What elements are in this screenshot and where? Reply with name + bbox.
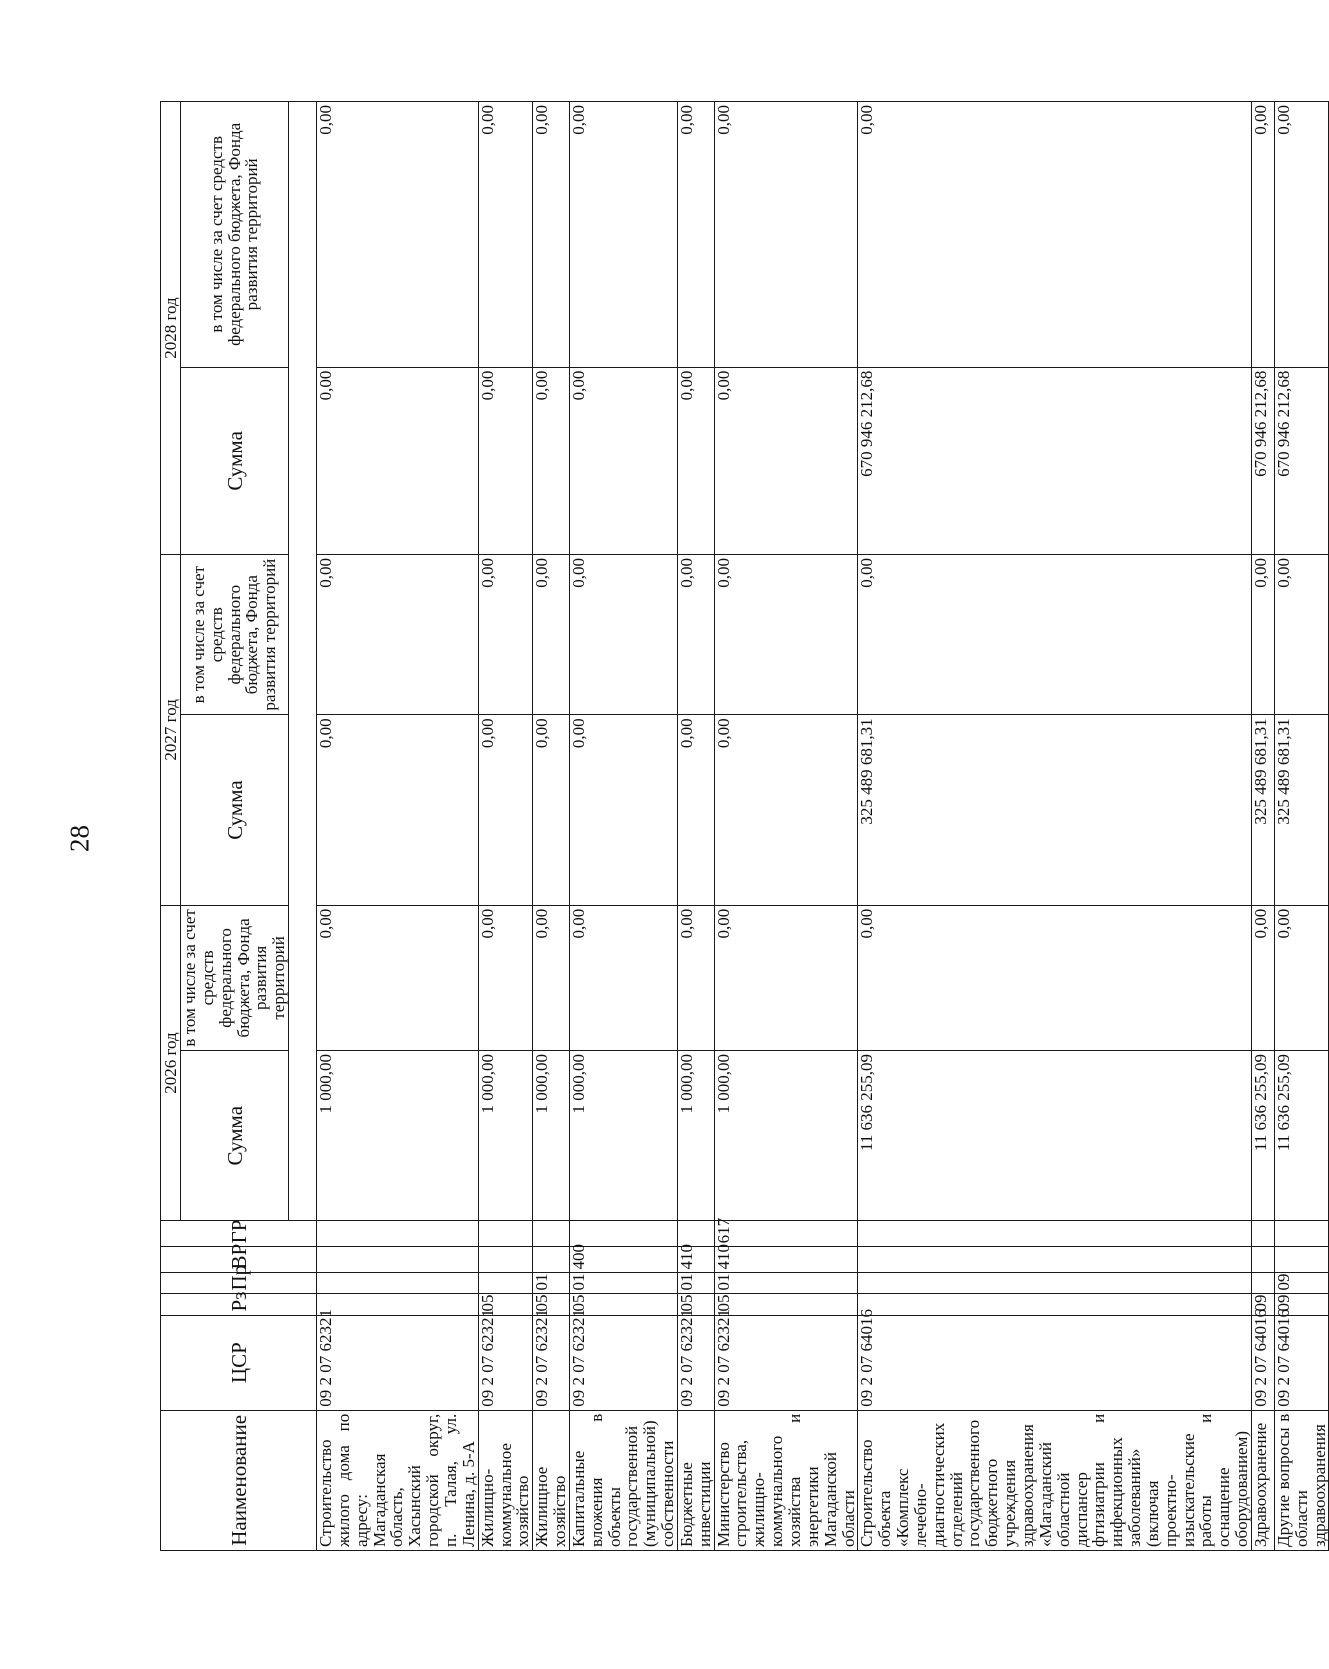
row-rz: 05 — [714, 1294, 858, 1315]
header-year-2027: 2027 год — [161, 555, 181, 906]
row-sum-2028: 0,00 — [677, 367, 714, 554]
header-federal-2028: в том числе за счет средств федерального бюджета, Фонда развития территорий — [181, 102, 289, 368]
row-federal-2028: 0,00 — [317, 102, 479, 368]
row-federal-2027: 0,00 — [1274, 555, 1329, 715]
row-name: Здравоохранение — [1251, 1410, 1274, 1550]
row-sum-2028: 0,00 — [478, 367, 533, 554]
row-federal-2027: 0,00 — [677, 555, 714, 715]
row-pr — [317, 1273, 479, 1294]
table-row — [478, 102, 533, 1551]
row-sum-2027: 0,00 — [317, 715, 479, 905]
row-rz: 05 — [533, 1294, 570, 1315]
row-csr: 09 2 07 62321 — [533, 1315, 570, 1410]
row-federal-2028: 0,00 — [533, 102, 570, 368]
row-csr: 09 2 07 64016 — [1251, 1315, 1274, 1410]
row-gr — [478, 1221, 533, 1247]
row-sum-2028: 670 946 212,68 — [1251, 367, 1274, 554]
row-federal-2027: 0,00 — [317, 555, 479, 715]
row-federal-2026: 0,00 — [677, 905, 714, 1050]
row-sum-2027: 0,00 — [533, 715, 570, 905]
row-federal-2027: 0,00 — [858, 555, 1252, 715]
table-row — [1251, 102, 1274, 1551]
row-gr — [1274, 1221, 1329, 1247]
row-vr: 410 — [714, 1247, 858, 1273]
row-pr — [1251, 1273, 1274, 1294]
row-rz: 05 — [677, 1294, 714, 1315]
row-vr — [1274, 1247, 1329, 1273]
row-name: Другие вопросы в области здравоохранения — [1274, 1410, 1329, 1550]
row-sum-2026: 11 636 255,09 — [1251, 1051, 1274, 1221]
row-federal-2028: 0,00 — [714, 102, 858, 368]
row-sum-2028: 0,00 — [569, 367, 677, 554]
row-sum-2027: 0,00 — [677, 715, 714, 905]
row-sum-2026: 11 636 255,09 — [1274, 1051, 1329, 1221]
row-vr — [1251, 1247, 1274, 1273]
row-rz: 05 — [478, 1294, 533, 1315]
row-federal-2026: 0,00 — [317, 905, 479, 1050]
row-federal-2026: 0,00 — [478, 905, 533, 1050]
header-sum-2028: Сумма — [181, 367, 289, 554]
row-vr — [858, 1247, 1252, 1273]
row-vr — [317, 1247, 479, 1273]
row-pr — [858, 1273, 1252, 1294]
row-federal-2028: 0,00 — [1251, 102, 1274, 368]
row-gr: 617 — [714, 1221, 858, 1247]
page-number: 28 — [64, 825, 95, 852]
row-federal-2028: 0,00 — [677, 102, 714, 368]
row-csr: 09 2 07 62321 — [569, 1315, 677, 1410]
table-row — [533, 102, 570, 1551]
row-vr: 400 — [569, 1247, 677, 1273]
row-name: Бюджетные инвестиции — [677, 1410, 714, 1550]
row-name: Строительство объекта «Комплекс лечебно-диагностических отделений государственного бюджетного учреждения здравоохранения «Магаданский областной диспансер фтизиатрии и инфекционных заболеваний» (включая проектно-изыскательские работы и оснащение оборудованием) — [858, 1410, 1252, 1550]
row-sum-2026: 11 636 255,09 — [858, 1051, 1252, 1221]
row-csr: 09 2 07 64016 — [1274, 1315, 1329, 1410]
row-pr: 01 — [569, 1273, 677, 1294]
header-federal-2026: в том числе за счет средств федерального бюджета, Фонда развития территорий — [181, 905, 289, 1050]
row-federal-2028: 0,00 — [569, 102, 677, 368]
row-sum-2027: 0,00 — [714, 715, 858, 905]
header-sum-2027: Сумма — [181, 715, 289, 905]
row-federal-2026: 0,00 — [714, 905, 858, 1050]
row-name: Жилищно-коммунальное хозяйство — [478, 1410, 533, 1550]
row-sum-2026: 1 000,00 — [677, 1051, 714, 1221]
header-spacer — [289, 102, 317, 1221]
row-federal-2027: 0,00 — [533, 555, 570, 715]
rotated-table-container — [160, 101, 1329, 1551]
row-federal-2026: 0,00 — [569, 905, 677, 1050]
row-csr: 09 2 07 62321 — [714, 1315, 858, 1410]
header-rz: Рз — [161, 1294, 317, 1315]
row-csr: 09 2 07 62321 — [317, 1315, 479, 1410]
row-federal-2027: 0,00 — [1251, 555, 1274, 715]
row-vr: 410 — [677, 1247, 714, 1273]
row-csr: 09 2 07 62321 — [677, 1315, 714, 1410]
row-rz: 05 — [569, 1294, 677, 1315]
row-sum-2027: 325 489 681,31 — [1251, 715, 1274, 905]
header-pr: Пр — [161, 1273, 317, 1294]
row-federal-2028: 0,00 — [858, 102, 1252, 368]
header-gr: ГР — [161, 1221, 317, 1247]
row-federal-2026: 0,00 — [858, 905, 1252, 1050]
row-gr — [317, 1221, 479, 1247]
row-sum-2026: 1 000,00 — [478, 1051, 533, 1221]
header-year-2026: 2026 год — [161, 905, 181, 1221]
table-row — [677, 102, 714, 1551]
row-federal-2026: 0,00 — [1251, 905, 1274, 1050]
table-row — [714, 102, 858, 1551]
row-rz — [317, 1294, 479, 1315]
row-federal-2026: 0,00 — [1274, 905, 1329, 1050]
row-sum-2027: 0,00 — [569, 715, 677, 905]
row-gr — [533, 1221, 570, 1247]
row-sum-2028: 670 946 212,68 — [1274, 367, 1329, 554]
row-federal-2027: 0,00 — [714, 555, 858, 715]
row-federal-2026: 0,00 — [533, 905, 570, 1050]
row-sum-2027: 325 489 681,31 — [1274, 715, 1329, 905]
table-body — [317, 102, 1329, 1551]
row-sum-2026: 1 000,00 — [317, 1051, 479, 1221]
row-vr — [533, 1247, 570, 1273]
row-federal-2028: 0,00 — [1274, 102, 1329, 368]
row-sum-2026: 1 000,00 — [714, 1051, 858, 1221]
row-sum-2027: 325 489 681,31 — [858, 715, 1252, 905]
row-csr: 09 2 07 62321 — [478, 1315, 533, 1410]
row-gr — [858, 1221, 1252, 1247]
row-federal-2027: 0,00 — [478, 555, 533, 715]
header-federal-2027: в том числе за счет средств федерального бюджета, Фонда развития территорий — [181, 555, 289, 715]
header-year-2028: 2028 год — [161, 102, 181, 555]
row-sum-2028: 670 946 212,68 — [858, 367, 1252, 554]
row-sum-2026: 1 000,00 — [569, 1051, 677, 1221]
row-sum-2027: 0,00 — [478, 715, 533, 905]
row-name: Капитальные вложения в объекты государственной (муниципальной) собственности — [569, 1410, 677, 1550]
row-sum-2028: 0,00 — [317, 367, 479, 554]
row-pr: 01 — [533, 1273, 570, 1294]
row-csr: 09 2 07 64016 — [858, 1315, 1252, 1410]
row-vr — [478, 1247, 533, 1273]
header-name: Наименование — [161, 1410, 317, 1550]
row-gr — [1251, 1221, 1274, 1247]
header-sum-2026: Сумма — [181, 1051, 289, 1221]
table-row — [569, 102, 677, 1551]
header-vr: ВР — [161, 1247, 317, 1273]
row-pr: 01 — [677, 1273, 714, 1294]
row-rz: 09 — [1251, 1294, 1274, 1315]
row-sum-2028: 0,00 — [714, 367, 858, 554]
row-rz — [858, 1294, 1252, 1315]
header-csr: ЦСР — [161, 1315, 317, 1410]
row-federal-2027: 0,00 — [569, 555, 677, 715]
row-pr: 01 — [714, 1273, 858, 1294]
row-pr — [478, 1273, 533, 1294]
row-name: Министерство строительства, жилищно-коммунального хозяйства и энергетики Магаданской области — [714, 1410, 858, 1550]
table-row — [317, 102, 479, 1551]
row-sum-2028: 0,00 — [533, 367, 570, 554]
row-name: Жилищное хозяйство — [533, 1410, 570, 1550]
row-pr: 09 — [1274, 1273, 1329, 1294]
table-row — [1274, 102, 1329, 1551]
budget-table — [160, 101, 1329, 1551]
row-name: Строительство жилого дома по адресу: Магаданская область, Хасынский городской округ, п. Талая, ул. Ленина, д. 5-А — [317, 1410, 479, 1550]
table-header — [161, 102, 317, 1551]
table-row — [858, 102, 1252, 1551]
row-sum-2026: 1 000,00 — [533, 1051, 570, 1221]
row-federal-2028: 0,00 — [478, 102, 533, 368]
row-rz: 09 — [1274, 1294, 1329, 1315]
